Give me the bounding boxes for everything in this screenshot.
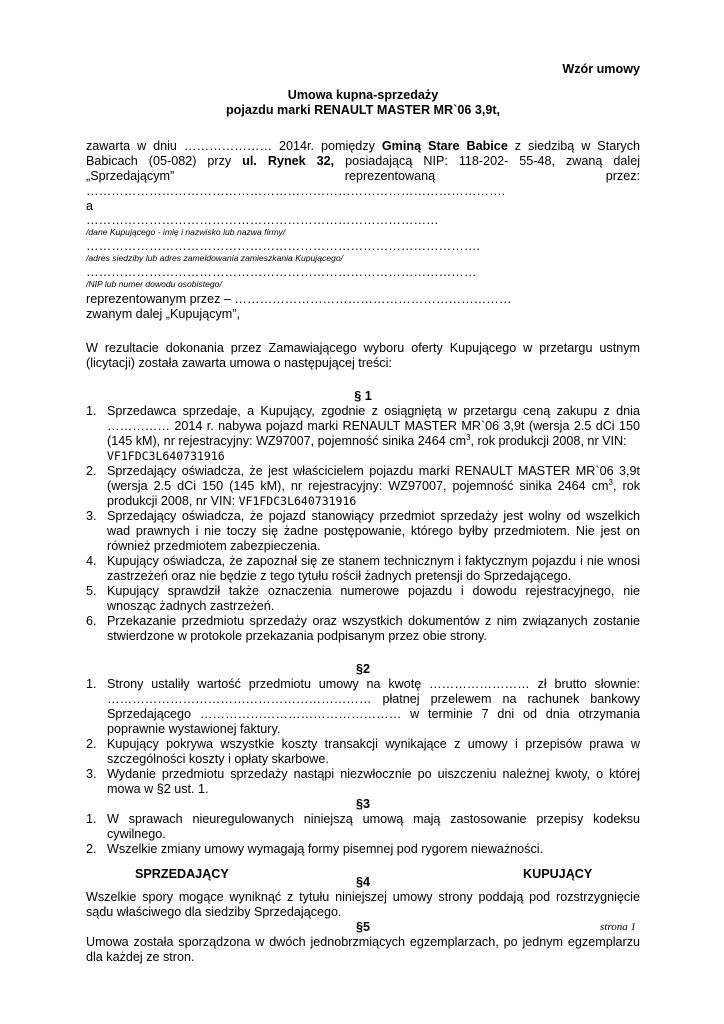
vin-number: VF1FDC3L640731916 <box>238 494 357 508</box>
seller-street: ul. Rynek 32, <box>242 154 335 168</box>
section-3-heading: §3 <box>355 797 370 811</box>
seller-name: Gminą Stare Babice <box>381 139 508 153</box>
list-number: 5. <box>86 584 97 598</box>
item-text: , rok produkcji 2008, nr VIN: <box>107 479 640 508</box>
item-text: Wydanie przedmiotu sprzedaży nastąpi niezwłocznie po uiszczeniu należnej kwoty, o której mowa w §2 ust. 1. <box>107 767 640 796</box>
intro-text-1: zawarta w dniu ………………… 2014r. pomiędzy <box>86 139 382 153</box>
buyer-signature-label: KUPUJĄCY <box>523 867 593 881</box>
item-text: Wszelkie zmiany umowy wymagają formy pisemnej pod rygorem nieważności. <box>107 842 544 856</box>
seller-signature-label: SPRZEDAJĄCY <box>135 867 229 881</box>
section-1-list <box>86 404 640 644</box>
buyer-address-label: /adres siedziby lub adres zameldowania zamieszkania Kupującego/ <box>86 253 344 263</box>
page-number: strona 1 <box>600 921 636 933</box>
list-number: 1. <box>86 404 97 418</box>
list-item <box>86 554 640 584</box>
item-text: W sprawach nieuregulowanych niniejszą umową mają zastosowanie przepisy kodeksu cywilnego. <box>107 812 640 841</box>
list-item <box>86 584 640 614</box>
item-text: Sprzedający oświadcza, że pojazd stanowiący przedmiot sprzedaży jest wolny od wszelkich wad prawnych i nie toczy się żadne postępowanie, którego byłby przedmiotem. Nie jest on również przedmiotem zabezpieczenia. <box>107 509 640 553</box>
item-text: Sprzedający oświadcza, że jest właścicielem pojazdu marki RENAULT MASTER MR`06 3,9t (wersja 2.5 dCi 150 (145 kM), nr rejestracyjny: WZ97007, pojemność sinika 2464 cm <box>107 464 640 493</box>
section-4-text: Wszelkie spory mogące wyniknąć z tytułu niniejszej umowy strony poddają pod rozstrzygnięcie sądu właściwego dla siedziby Sprzedającego. <box>86 890 640 919</box>
and-word: a <box>86 199 94 213</box>
buyer-name-label: /dane Kupującego - imię i nazwisko lub nazwa firmy/ <box>86 227 286 237</box>
intro-text-3: posiadającą NIP: 118-202- 55-48, zwaną dalej „Sprzedającym” reprezentowaną przez: ………………………………………………………………………………………. <box>86 154 640 198</box>
list-item <box>86 737 640 767</box>
buyer-nip-label: /NIP lub numer dowodu osobistego/ <box>86 279 222 289</box>
intro-text-2: z siedzibą w Starych Babicach (05-082) przy <box>86 139 640 168</box>
list-item <box>86 767 640 797</box>
list-item <box>86 509 640 554</box>
section-1-heading: § 1 <box>354 389 372 403</box>
item-text: Kupujący pokrywa wszystkie koszty transakcji wynikające z umowy i przepisów prawa w szczególności koszty i opłaty skarbowe. <box>107 737 640 766</box>
list-number: 3. <box>86 509 97 523</box>
list-number: 4. <box>86 554 97 568</box>
section-5-text: Umowa została sporządzona w dwóch jednobrzmiących egzemplarzach, po jednym egzemplarzu dla każdej ze stron. <box>86 935 640 964</box>
list-number: 3. <box>86 767 97 781</box>
section-2-heading: §2 <box>355 662 370 676</box>
section-2-list <box>86 677 640 797</box>
list-item <box>86 677 640 737</box>
buyer-address-line: …………………………………………………………………………………. <box>86 239 480 253</box>
list-number: 6. <box>86 614 97 628</box>
section-4-heading: §4 <box>355 875 370 889</box>
list-number: 1. <box>86 677 97 691</box>
buyer-nip-line: ………………………………………………………………………………… <box>86 265 477 279</box>
item-text: Kupujący oświadcza, że zapoznał się ze stanem technicznym i faktycznym pojazdu i nie wnosi zastrzeżeń oraz nie będzie z tego tytułu rościł żadnych pretensji do Sprzedającego. <box>107 554 640 583</box>
document-page <box>86 62 640 965</box>
list-number: 1. <box>86 812 97 826</box>
list-item <box>86 812 640 842</box>
buyer-representative: reprezentowanym przez – ………………………………………………………… <box>86 292 512 306</box>
buyer-called: zwanym dalej „Kupującym”, <box>86 307 240 321</box>
list-item <box>86 842 640 857</box>
title-line-1: Umowa kupna-sprzedaży <box>287 88 439 102</box>
item-text: Strony ustaliły wartość przedmiotu umowy na kwotę …………………… zł brutto słownie: ……………………………………………………… płatnej przelewem na rachunek bankowy Sprzedającego ………………………………………… w terminie 7 dni od dnia otrzymania poprawnie wystawionej faktury. <box>107 677 640 736</box>
superscript: 3 <box>466 432 471 442</box>
list-number: 2. <box>86 464 97 478</box>
list-item <box>86 404 640 464</box>
item-text: Kupujący sprawdził także oznaczenia numerowe pojazdu i dowodu rejestracyjnego, nie wnosząc żadnych zastrzeżeń. <box>107 584 640 613</box>
title-line-2: pojazdu marki RENAULT MASTER MR`06 3,9t, <box>225 103 501 117</box>
item-text: Przekazanie przedmiotu sprzedaży oraz wszystkich dokumentów z nim związanych zostanie stwierdzone w protokole przekazania podpisanym przez obie strony. <box>107 614 640 643</box>
buyer-name-line: ………………………………………………………………………… <box>86 213 439 227</box>
item-text: , rok produkcji 2008, nr VIN: <box>470 434 627 448</box>
section-5-heading: §5 <box>355 920 370 934</box>
superscript: 3 <box>608 477 613 487</box>
list-number: 2. <box>86 737 97 751</box>
list-item <box>86 464 640 509</box>
list-number: 2. <box>86 842 97 856</box>
item-text: Sprzedawca sprzedaje, a Kupujący, zgodnie z osiągniętą w przetargu ceną zakupu z dnia …………… 2014 r. nabywa pojazd marki RENAULT MASTER MR`06 3,9t (wersja 2.5 dCi 150 (145 kM), nr rejestracyjny: WZ97007, pojemność sinika 2464 cm <box>107 404 640 448</box>
lead-paragraph: W rezultacie dokonania przez Zamawiającego wyboru oferty Kupującego w przetargu ustnym (licytacji) została zawarta umowa o następującej treści: <box>86 341 640 370</box>
section-3-list <box>86 812 640 857</box>
template-label: Wzór umowy <box>562 62 640 76</box>
list-item <box>86 614 640 644</box>
intro-paragraph <box>86 139 640 199</box>
vin-number: VF1FDC3L640731916 <box>107 449 225 463</box>
document-title <box>86 88 640 118</box>
